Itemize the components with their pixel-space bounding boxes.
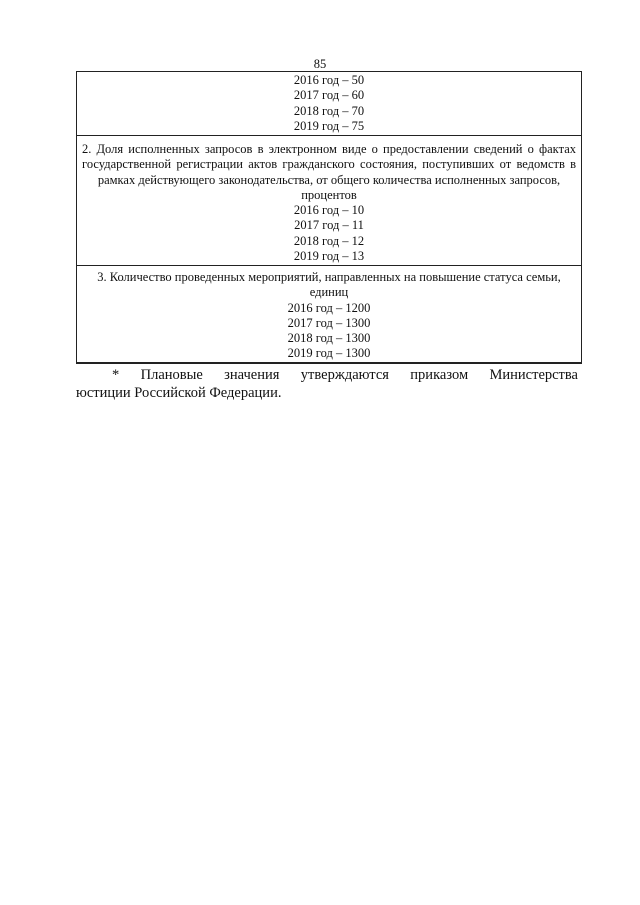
- page-number: 85: [313, 57, 327, 71]
- year-value: 2019 год – 75: [293, 118, 365, 133]
- year-value: 2018 год – 12: [293, 233, 365, 248]
- year-values-list: [77, 301, 581, 362]
- year-value: 2016 год – 50: [293, 73, 365, 87]
- indicator-2-heading: 2. Доля исполненных запросов в электронном виде о предоставлении сведений о фактах государственной регистрации актов гражданского состояния, поступивших от ведомств в рамках действующего законодательства, от общего количества исполненных запросов,: [82, 142, 576, 187]
- year-value: 2018 год – 1300: [287, 331, 371, 346]
- year-value: 2016 год – 10: [293, 203, 365, 218]
- year-value: 2017 год – 11: [294, 218, 364, 233]
- year-values-list: [77, 203, 581, 264]
- indicator-3-unit: единиц: [309, 285, 349, 300]
- year-value: 2019 год – 13: [293, 249, 365, 264]
- indicator-1-values: [77, 72, 581, 135]
- indicator-2: [77, 135, 581, 266]
- footnote: [76, 366, 578, 402]
- footnote-line-1: * Плановые значения утверждаются приказом Министерства: [112, 367, 578, 383]
- year-value: 2016 год – 1200: [287, 300, 371, 315]
- year-value: 2017 год – 1300: [287, 315, 371, 330]
- year-value: 2019 год – 1300: [287, 346, 371, 361]
- footnote-line-2: юстиции Российской Федерации.: [76, 385, 282, 401]
- indicator-3-heading: 3. Количество проведенных мероприятий, направленных на повышение статуса семьи,: [97, 270, 561, 284]
- year-value: 2018 год – 70: [293, 103, 365, 118]
- year-values-list: [77, 72, 581, 134]
- year-value: 2017 год – 60: [293, 88, 365, 103]
- indicator-2-unit: процентов: [301, 187, 357, 202]
- indicators-table: [76, 71, 582, 364]
- indicator-3: [77, 265, 581, 362]
